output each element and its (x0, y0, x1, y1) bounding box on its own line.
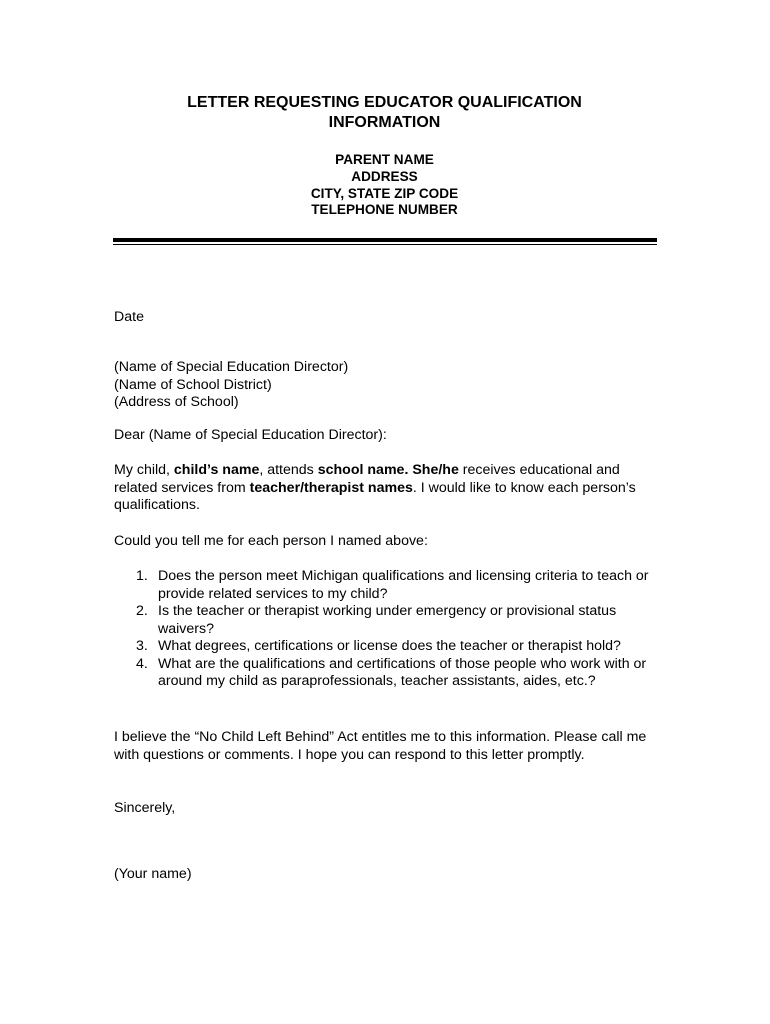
header-divider-thick (113, 238, 657, 242)
teacher-names-placeholder: teacher/therapist names (249, 479, 413, 496)
intro-text-1: My child, (114, 462, 174, 478)
list-item (114, 656, 662, 691)
list-item-number: 2. (136, 603, 148, 619)
recipient-block (114, 359, 662, 412)
salutation: Dear (Name of Special Education Director): (114, 427, 387, 443)
signature-placeholder: (Your name) (114, 866, 192, 882)
list-item-number: 1. (136, 568, 148, 584)
sign-off: Sincerely, (114, 800, 176, 816)
intro-text-4: . I would like to know each person’s qualifications. (114, 479, 636, 513)
intro-text-3: receives educational and related services from (114, 462, 620, 496)
letter-date: Date (114, 309, 144, 325)
list-item-number: 4. (136, 655, 148, 672)
sender-contact-block (114, 152, 655, 219)
title-line-2: INFORMATION (328, 114, 441, 131)
recipient-name: (Name of Special Education Director) (114, 359, 349, 375)
list-item-text: Does the person meet Michigan qualifications and licensing criteria to teach or provide related services to my child? (158, 568, 649, 602)
school-name-placeholder: school name. She/he (317, 462, 459, 478)
recipient-address: (Address of School) (114, 394, 239, 410)
intro-paragraph (114, 462, 662, 515)
closing-paragraph: I believe the “No Child Left Behind” Act entitles me to this information. Please call me with questions or comments. I hope you can respond to this letter promptly. (114, 729, 647, 763)
intro-text-2: , attends (259, 462, 318, 478)
document-title (114, 93, 655, 133)
list-item (114, 603, 662, 638)
question-list (114, 568, 662, 691)
recipient-district: (Name of School District) (114, 376, 272, 393)
list-item-text: Is the teacher or therapist working under emergency or provisional status waivers? (158, 603, 617, 637)
sender-name: PARENT NAME (335, 152, 434, 167)
title-line-1: LETTER REQUESTING EDUCATOR QUALIFICATION (187, 94, 582, 111)
list-item (114, 568, 662, 603)
sender-address: ADDRESS (351, 168, 418, 184)
sender-phone: TELEPHONE NUMBER (311, 202, 458, 218)
sender-city-state-zip: CITY, STATE ZIP CODE (310, 185, 459, 201)
header-divider-thin (113, 244, 657, 245)
list-item-number: 3. (136, 638, 148, 654)
child-name-placeholder: child’s name (173, 462, 260, 478)
list-item (114, 638, 662, 656)
question-intro: Could you tell me for each person I named above: (114, 533, 428, 549)
list-item-text: What are the qualifications and certifications of those people who work with or around my child as paraprofessionals, teacher assistants, aides, etc.? (158, 655, 647, 689)
list-item-text: What degrees, certifications or license does the teacher or therapist hold? (158, 638, 621, 654)
